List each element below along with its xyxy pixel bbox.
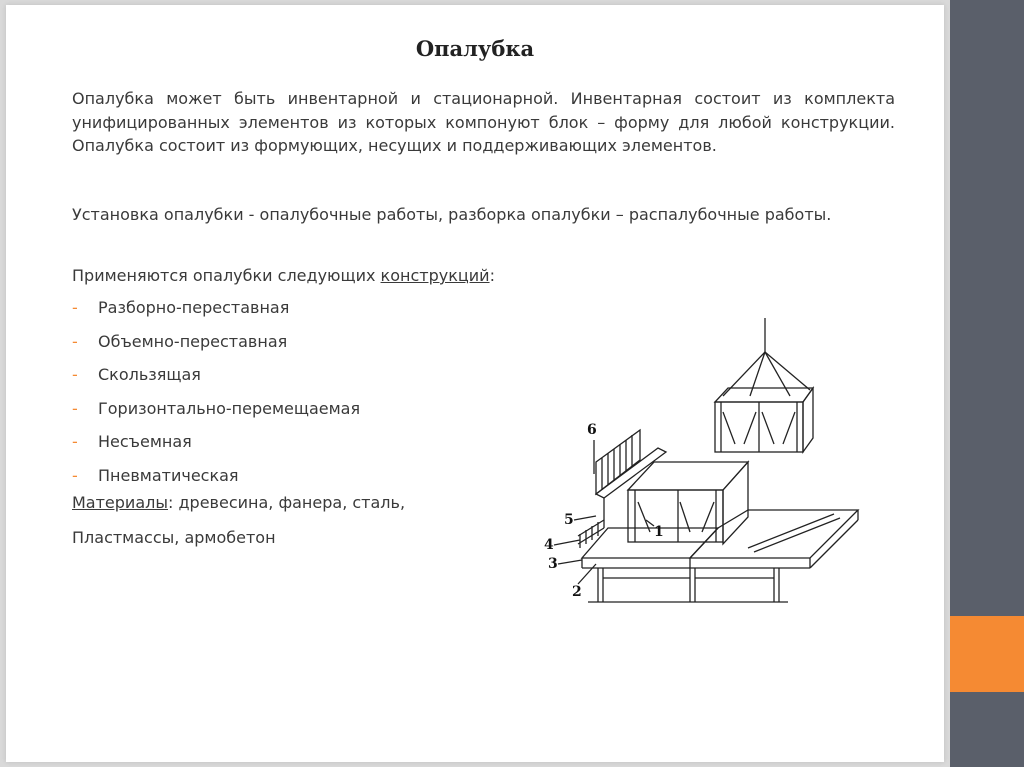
- list-item: [72, 427, 360, 461]
- lifted-form-block: [715, 388, 813, 452]
- types-heading-suffix: :: [489, 266, 495, 285]
- list-dash: -: [72, 298, 78, 317]
- list-item-text: Несъемная: [98, 432, 192, 451]
- types-heading-prefix: Применяются опалубки следующих: [72, 266, 381, 285]
- diagram-label-5: 5: [564, 512, 574, 528]
- list-item-text: Горизонтально-перемещаемая: [98, 398, 361, 418]
- list-item: [72, 461, 360, 495]
- sling: [765, 352, 790, 396]
- paragraph-intro: Опалубка может быть инвентарной и стационарной. Инвентарная состоит из комплекта унифицированных элементов из которых компонуют блок – форму для любой конструкции. Опалубка состоит из формующих, несущих и поддерживающих элементов.: [72, 89, 895, 155]
- sling: [723, 352, 765, 396]
- leader-3: [558, 560, 582, 564]
- list-item-text: Пневматическая: [98, 465, 239, 485]
- leader-2: [578, 564, 596, 584]
- sidebar-accent: [950, 616, 1024, 692]
- list-item: [72, 327, 360, 361]
- diagram-label-4: 4: [544, 537, 554, 553]
- materials-label: Материалы: [72, 493, 168, 512]
- list-item-text: Разборно-переставная: [98, 298, 290, 317]
- sling: [750, 352, 765, 396]
- list-item-text: Объемно-переставная: [98, 331, 288, 351]
- side-panels: [578, 520, 604, 548]
- leader-4: [554, 540, 580, 545]
- types-heading-underlined: конструкций: [380, 266, 490, 285]
- list-dash: -: [72, 365, 78, 384]
- diagram-label-3: 3: [548, 556, 558, 572]
- list-item: [72, 394, 360, 428]
- list-dash: -: [72, 465, 78, 485]
- list-item: [72, 293, 360, 327]
- list-dash: -: [72, 331, 78, 351]
- list-item: [72, 360, 360, 394]
- diagram-label-1: 1: [654, 524, 664, 540]
- formwork-types-list: [72, 293, 360, 494]
- diagram-label-2: 2: [572, 584, 582, 600]
- list-item-text: Скользящая: [98, 365, 201, 384]
- wall-panel: [596, 430, 666, 528]
- diagram-label-6: 6: [587, 422, 597, 438]
- paragraph-types-heading: [72, 264, 895, 288]
- leader-5: [574, 516, 596, 520]
- sling: [765, 352, 810, 390]
- materials-line-2: Пластмассы, армобетон: [72, 528, 276, 547]
- page-title: Опалубка: [415, 36, 535, 61]
- list-dash: -: [72, 398, 78, 418]
- list-dash: -: [72, 432, 78, 451]
- materials-list: : древесина, фанера, сталь,: [168, 493, 406, 512]
- formwork-diagram: [538, 312, 860, 608]
- central-form-block: [628, 462, 748, 544]
- paragraph-installation: Установка опалубки - опалубочные работы, разборка опалубки – распалубочные работы.: [72, 205, 832, 224]
- floor-slab: [582, 510, 858, 568]
- formwork-diagram-svg: [538, 312, 860, 608]
- support-frame: [588, 568, 788, 602]
